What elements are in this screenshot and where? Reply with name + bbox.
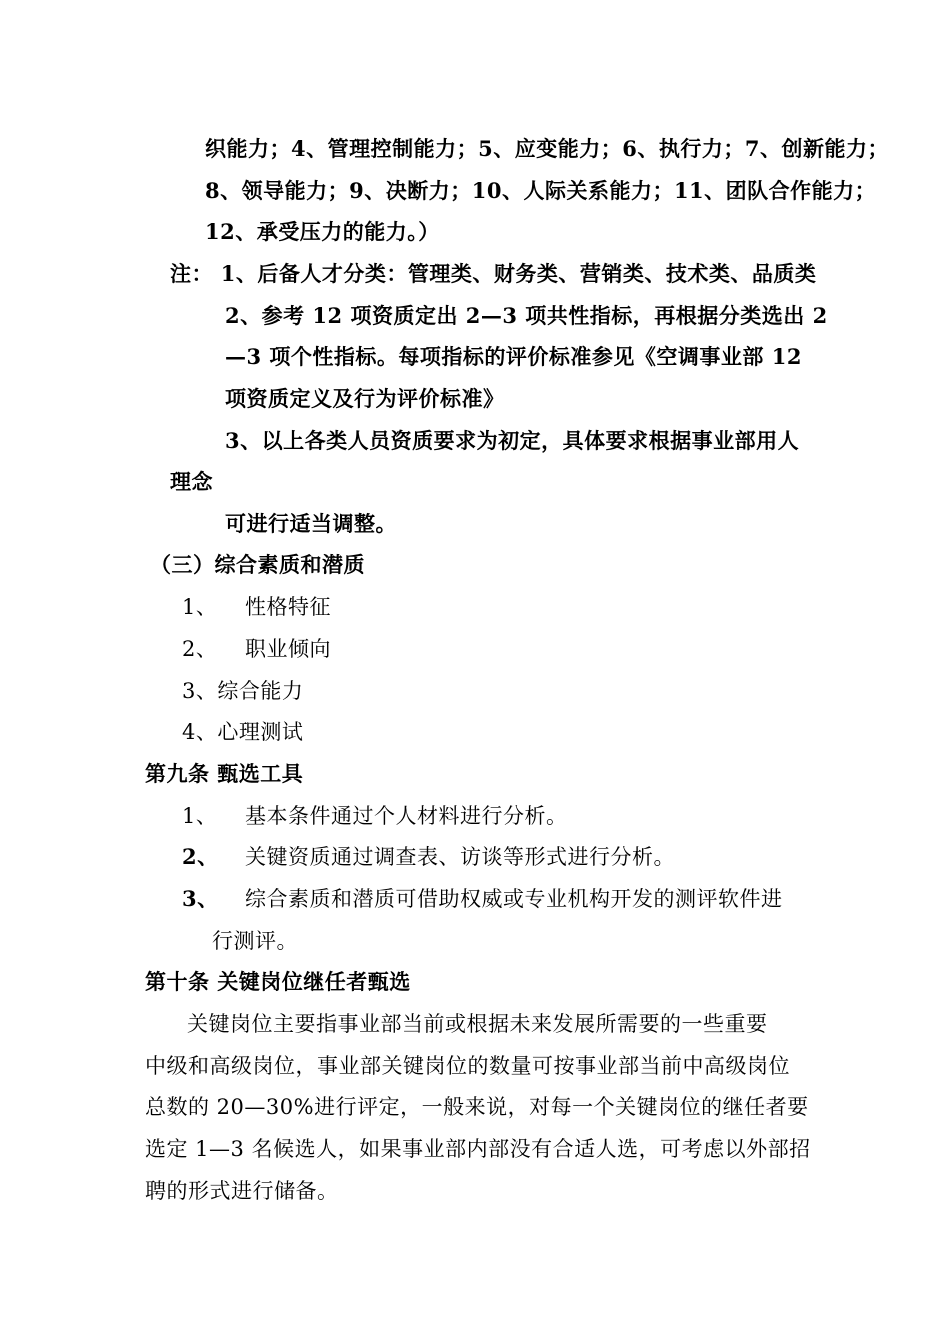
- list-item: 关键资质通过调查表、访谈等形式进行分析。: [245, 845, 675, 869]
- list-item-continuation: 行测评。: [212, 929, 298, 953]
- note-line: 注： 1、后备人才分类：管理类、财务类、营销类、技术类、品质类: [170, 261, 817, 286]
- list-number: 1、: [182, 595, 218, 619]
- paragraph-line: 聘的形式进行储备。: [145, 1179, 339, 1203]
- note-line: 项资质定义及行为评价标准》: [225, 386, 505, 411]
- article-heading: 第十条 关键岗位继任者甄选: [145, 969, 411, 994]
- list-item: 3、综合能力: [182, 679, 304, 703]
- list-number: 2、: [182, 844, 219, 869]
- list-item: 基本条件通过个人材料进行分析。: [245, 804, 568, 828]
- note-line: —3 项个性指标。每项指标的评价标准参见《空调事业部 12: [225, 344, 802, 369]
- section-heading: （三）综合素质和潜质: [150, 552, 365, 577]
- paragraph-line: 8、领导能力；9、决断力；10、人际关系能力；11、团队合作能力；: [205, 178, 877, 203]
- paragraph-line: 关键岗位主要指事业部当前或根据未来发展所需要的一些重要: [187, 1012, 768, 1036]
- list-item: 性格特征: [245, 595, 331, 619]
- list-number: 1、: [182, 804, 218, 828]
- paragraph-line: 中级和高级岗位，事业部关键岗位的数量可按事业部当前中高级岗位: [145, 1054, 790, 1078]
- paragraph-line: 12、承受压力的能力。）: [205, 219, 440, 244]
- note-line: 3、以上各类人员资质要求为初定，具体要求根据事业部用人: [225, 428, 800, 453]
- paragraph-line: 织能力；4、管理控制能力；5、应变能力；6、执行力；7、创新能力；: [205, 136, 889, 161]
- note-line: 理念: [170, 469, 213, 494]
- paragraph-line: 选定 1—3 名候选人，如果事业部内部没有合适人选，可考虑以外部招: [145, 1137, 811, 1161]
- list-item: 4、心理测试: [182, 720, 304, 744]
- note-line: 可进行适当调整。: [225, 511, 397, 536]
- note-line: 2、参考 12 项资质定出 2—3 项共性指标，再根据分类选出 2: [225, 303, 828, 328]
- article-heading: 第九条 甄选工具: [145, 761, 304, 786]
- list-item: 综合素质和潜质可借助权威或专业机构开发的测评软件进: [245, 887, 783, 911]
- list-number: 2、: [182, 637, 218, 661]
- paragraph-line: 总数的 20—30%进行评定，一般来说，对每一个关键岗位的继任者要: [145, 1095, 809, 1119]
- list-number: 3、: [182, 886, 219, 911]
- list-item: 职业倾向: [245, 637, 331, 661]
